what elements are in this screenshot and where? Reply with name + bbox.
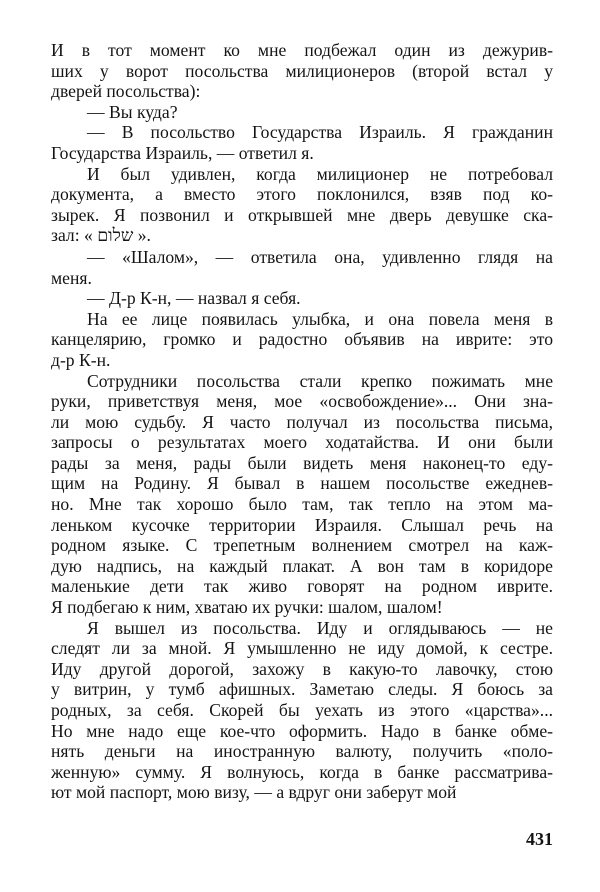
text-line: И был удивлен, когда милиционер не потребовал bbox=[87, 163, 553, 184]
book-page bbox=[51, 40, 553, 880]
page-number: 431 bbox=[526, 829, 553, 849]
text-line: — Вы куда? bbox=[87, 101, 178, 122]
hebrew-word: שלום bbox=[97, 226, 134, 247]
text-line: — В посольство Государства Израиль. Я гражданин bbox=[87, 122, 553, 143]
text-line: Но мне надо еще кое-что оформить. Надо в банке обме- bbox=[51, 720, 553, 741]
text-line: зырек. Я позвонил и открывшей мне дверь девушке ска- bbox=[51, 204, 553, 225]
text-line: меня. bbox=[51, 267, 92, 288]
text-line bbox=[51, 225, 553, 247]
page-text bbox=[51, 40, 553, 803]
text-line: женную» сумму. Я волнуюсь, когда в банке рассматрива- bbox=[51, 761, 553, 782]
text-line: рады за меня, рады были видеть меня наконец-то еду- bbox=[51, 452, 553, 473]
text-line: нять деньги на иностранную валюту, получить «поло- bbox=[51, 741, 553, 762]
text-line: Сотрудники посольства стали крепко пожимать мне bbox=[87, 370, 553, 391]
text-line: родном языке. С трепетным волнением смотрел на каж- bbox=[51, 535, 553, 556]
text-line: ли мою судьбу. Я часто получал из посольства письма, bbox=[51, 411, 553, 432]
text-line: ют мой паспорт, мою визу, — а вдруг они заберут мой bbox=[51, 782, 457, 803]
text-line: Государства Израиль, — ответил я. bbox=[51, 142, 314, 163]
text-line: маленькие дети так живо говорят на родном иврите. bbox=[51, 576, 553, 597]
text-line: дверей посольства): bbox=[51, 81, 201, 102]
text-line: Я вышел из посольства. Иду и оглядываюсь — не bbox=[87, 617, 553, 638]
text-fragment: зал: « bbox=[51, 225, 98, 246]
text-line: ших у ворот посольства милиционеров (второй встал у bbox=[51, 60, 553, 81]
text-fragment: ». bbox=[133, 225, 151, 246]
text-line: запросы о результатах моего ходатайства. И они были bbox=[51, 432, 553, 453]
text-line: родных, за себя. Скорей бы уехать из этого «царства»... bbox=[51, 700, 553, 720]
text-line: — «Шалом», — ответила она, удивленно глядя на bbox=[87, 246, 553, 267]
text-line: На ее лице появилась улыбка, и она повела меня в bbox=[87, 308, 553, 329]
text-line: леньком кусочке территории Израиля. Слышал речь на bbox=[51, 514, 553, 535]
text-line: но. Мне так хорошо было там, так тепло на этом ма- bbox=[51, 494, 553, 515]
text-line: И в тот момент ко мне подбежал один из дежурив- bbox=[51, 40, 553, 60]
text-line: — Д-р К-н, — назвал я себя. bbox=[87, 288, 301, 309]
text-line: документа, а вместо этого поклонился, взяв под ко- bbox=[51, 184, 553, 205]
text-line: дую надпись, на каждый плакат. А вон там в коридоре bbox=[51, 555, 553, 576]
text-line: следят ли за мной. Я умышленно не иду домой, к сестре. bbox=[51, 638, 553, 659]
text-line: Иду другой дорогой, захожу в какую-то лавочку, стою bbox=[51, 658, 553, 679]
text-line: Я подбегаю к ним, хватаю их ручки: шалом, шалом! bbox=[51, 597, 443, 618]
text-line: д-р К-н. bbox=[51, 349, 111, 370]
text-line: руки, приветствуя меня, мое «освобождение»... Они зна- bbox=[51, 391, 553, 412]
text-line: канцелярию, громко и радостно объявив на иврите: это bbox=[51, 329, 553, 350]
text-line: щим на Родину. Я бывал в нашем посольстве ежеднев- bbox=[51, 473, 553, 494]
text-line: у витрин, у тумб афишных. Заметаю следы. Я боюсь за bbox=[51, 679, 553, 700]
